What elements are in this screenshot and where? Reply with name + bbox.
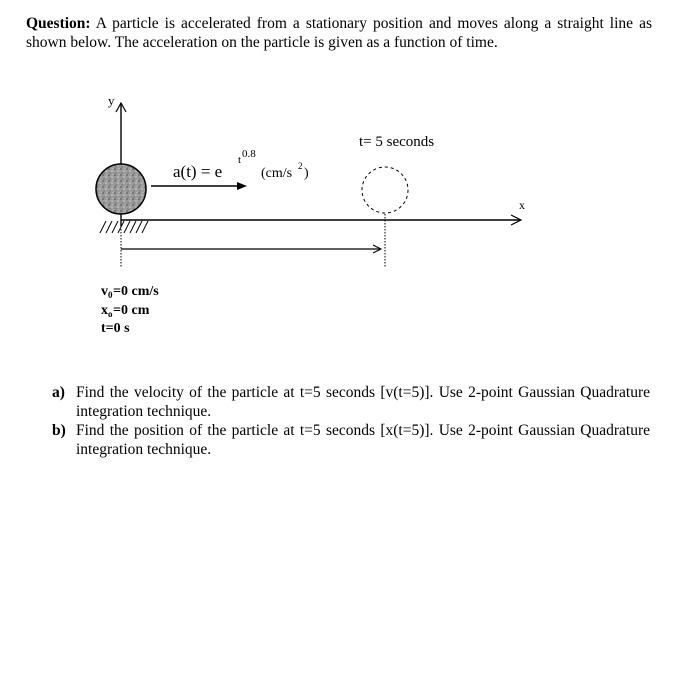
init-v-rest: =0 cm/s [113, 284, 159, 299]
init-v: v [101, 284, 108, 299]
part-a-label: a) [52, 384, 65, 401]
part-b-text: Find the position of the particle at t=5 seconds [x(t=5)]. Use 2-point Gaussian Quadrature integration technique. [76, 422, 650, 458]
final-position-circle [362, 167, 408, 213]
acceleration-arrowhead [237, 182, 247, 190]
part-b [52, 421, 650, 459]
init-x-rest: =0 cm [113, 303, 150, 318]
accel-exp-power: 0.8 [242, 148, 256, 160]
initial-time: t=0 s [101, 321, 130, 336]
y-axis-label: y [108, 93, 115, 108]
question-text: A particle is accelerated from a stationary position and moves along a straight line as shown below. The acceleration on the particle is given as a function of time. [26, 15, 652, 51]
acceleration-formula [173, 144, 309, 181]
init-x-sub: o [108, 309, 113, 319]
part-a-text: Find the velocity of the particle at t=5 seconds [v(t=5)]. Use 2-point Gaussian Quadrature integration technique. [76, 384, 650, 420]
ground-hatch [100, 221, 148, 233]
question-label: Question: [26, 15, 91, 32]
accel-exp-t: t [238, 154, 242, 166]
question-parts [52, 383, 650, 459]
init-v-sub: 0 [108, 290, 113, 300]
init-x: x [101, 303, 108, 318]
initial-position [101, 303, 150, 321]
part-b-label: b) [52, 422, 66, 439]
x-axis-label: x [519, 198, 525, 212]
part-a [52, 383, 650, 421]
accel-units-power: 2 [298, 161, 303, 171]
final-time-label: t= 5 seconds [359, 134, 435, 150]
initial-velocity [101, 284, 159, 302]
accel-units: (cm/s [261, 166, 293, 181]
accel-lhs: a(t) = e [173, 162, 223, 181]
accel-units-close: ) [304, 166, 309, 181]
particle [96, 164, 146, 214]
